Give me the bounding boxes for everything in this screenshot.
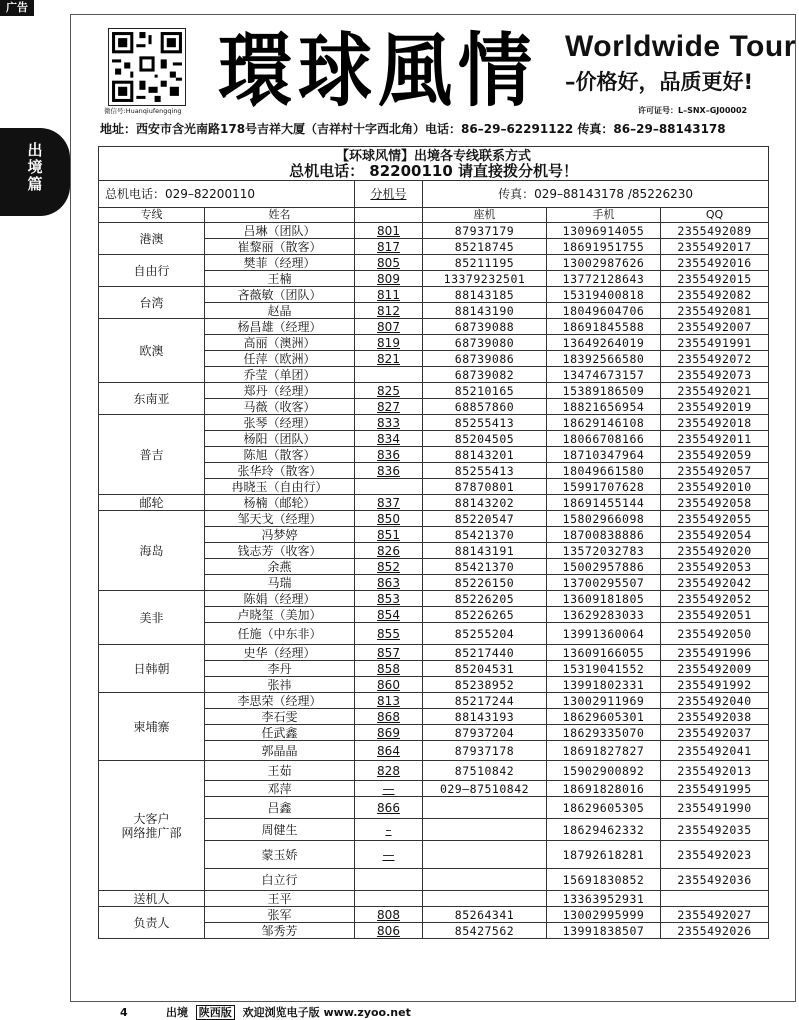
page-footer <box>120 1004 411 1020</box>
tel-cell: 85211195 <box>423 255 547 271</box>
ext-cell: 853 <box>355 591 423 607</box>
name-cell: 余燕 <box>205 559 355 575</box>
tel-cell: 85204531 <box>423 661 547 677</box>
mobile-cell: 13363952931 <box>547 891 661 907</box>
ext-cell: 808 <box>355 907 423 923</box>
tel-cell: 85204505 <box>423 431 547 447</box>
name-cell: 张军 <box>205 907 355 923</box>
table-row <box>99 645 769 661</box>
line-cell: 日韩朝 <box>99 645 205 693</box>
mobile-cell: 18066708166 <box>547 431 661 447</box>
tel-cell <box>423 841 547 869</box>
tel-cell: 68739080 <box>423 335 547 351</box>
table-row <box>99 761 769 781</box>
mobile-cell: 18629605301 <box>547 709 661 725</box>
name-cell: 杨楠（邮轮） <box>205 495 355 511</box>
qq-cell: 2355492036 <box>661 869 769 891</box>
name-cell: 陈娟（经理） <box>205 591 355 607</box>
qq-cell: 2355491990 <box>661 797 769 819</box>
qq-cell: 2355492007 <box>661 319 769 335</box>
name-cell: 张琴（经理） <box>205 415 355 431</box>
line-cell: 自由行 <box>99 255 205 287</box>
qq-cell: 2355492053 <box>661 559 769 575</box>
qq-cell: 2355492082 <box>661 287 769 303</box>
ext-cell: 805 <box>355 255 423 271</box>
name-cell: 赵晶 <box>205 303 355 319</box>
name-cell: 杨昌雄（经理） <box>205 319 355 335</box>
ext-cell <box>355 891 423 907</box>
qq-cell: 2355492009 <box>661 661 769 677</box>
mobile-cell: 13991360064 <box>547 623 661 645</box>
name-cell: 吝薇敏（团队） <box>205 287 355 303</box>
side-tab-char: 篇 <box>27 175 43 193</box>
brand-title: 環球風情 <box>218 25 538 119</box>
table-row <box>99 287 769 303</box>
qr-code-icon <box>108 28 186 106</box>
qq-cell: 2355492073 <box>661 367 769 383</box>
qq-cell: 2355492037 <box>661 725 769 741</box>
ext-cell: 851 <box>355 527 423 543</box>
tel-cell <box>423 819 547 841</box>
tel-cell: 85226150 <box>423 575 547 591</box>
ext-cell: 868 <box>355 709 423 725</box>
tel-cell: 85220547 <box>423 511 547 527</box>
qq-cell: 2355492021 <box>661 383 769 399</box>
ext-cell <box>355 869 423 891</box>
ext-cell: 812 <box>355 303 423 319</box>
name-cell: 邓萍 <box>205 781 355 797</box>
ext-cell: 855 <box>355 623 423 645</box>
address-line: 地址：西安市含光南路178号吉祥大厦（吉祥村十字西北角）电话：86–29–62291122 传真：86–29–88143178 <box>100 122 726 136</box>
line-cell: 美非 <box>99 591 205 645</box>
mobile-cell: 15991707628 <box>547 479 661 495</box>
qq-cell <box>661 891 769 907</box>
tel-cell: 85427562 <box>423 923 547 939</box>
qq-cell: 2355492018 <box>661 415 769 431</box>
line-cell: 港澳 <box>99 223 205 255</box>
name-cell: 任武鑫 <box>205 725 355 741</box>
ext-cell: 834 <box>355 431 423 447</box>
qq-cell: 2355492017 <box>661 239 769 255</box>
ext-cell: 857 <box>355 645 423 661</box>
tel-cell: 85226265 <box>423 607 547 623</box>
qq-cell: 2355492016 <box>661 255 769 271</box>
name-cell: 白立行 <box>205 869 355 891</box>
tel-cell: 87510842 <box>423 761 547 781</box>
tel-cell: 85264341 <box>423 907 547 923</box>
qq-cell: 2355492089 <box>661 223 769 239</box>
table-row <box>99 255 769 271</box>
ext-cell: 813 <box>355 693 423 709</box>
qq-cell: 2355492020 <box>661 543 769 559</box>
name-cell: 任萍（欧洲） <box>205 351 355 367</box>
table-row <box>99 891 769 907</box>
name-cell: 任施（中东非） <box>205 623 355 645</box>
tel-cell: 85255413 <box>423 415 547 431</box>
qq-cell: 2355492013 <box>661 761 769 781</box>
table-row <box>99 591 769 607</box>
ext-cell: 827 <box>355 399 423 415</box>
tel-cell: 88143191 <box>423 543 547 559</box>
ext-cell: 819 <box>355 335 423 351</box>
ext-cell: 825 <box>355 383 423 399</box>
tel-cell: 87870801 <box>423 479 547 495</box>
mobile-cell: 18629146108 <box>547 415 661 431</box>
switchboard-label: 总机电话：029–82200110 <box>99 181 355 208</box>
qq-cell: 2355492023 <box>661 841 769 869</box>
mobile-cell: 13629283033 <box>547 607 661 623</box>
footer-text: 欢迎浏览电子版 www.zyoo.net <box>242 1006 411 1019</box>
mobile-cell: 18049604706 <box>547 303 661 319</box>
qq-cell: 2355491991 <box>661 335 769 351</box>
line-cell: 柬埔寨 <box>99 693 205 761</box>
qq-cell: 2355492059 <box>661 447 769 463</box>
mobile-cell: 13572032783 <box>547 543 661 559</box>
name-cell: 邹天戈（经理） <box>205 511 355 527</box>
name-cell: 张华玲（散客） <box>205 463 355 479</box>
name-cell: 杨阳（团队） <box>205 431 355 447</box>
col-header-name: 姓名 <box>205 208 355 223</box>
mobile-cell: 18691951755 <box>547 239 661 255</box>
tel-cell: 85226205 <box>423 591 547 607</box>
name-cell: 马瑞 <box>205 575 355 591</box>
tel-cell: 88143185 <box>423 287 547 303</box>
mobile-cell: 18629335070 <box>547 725 661 741</box>
ext-cell: 869 <box>355 725 423 741</box>
tel-cell: 85217244 <box>423 693 547 709</box>
wechat-id: 微信号:Huanqiufengqing <box>104 107 182 115</box>
table-title: 【环球风情】出境各专线联系方式 <box>336 148 532 164</box>
table-row <box>99 383 769 399</box>
qq-cell: 2355492058 <box>661 495 769 511</box>
ext-cell: 858 <box>355 661 423 677</box>
name-cell: 周健生 <box>205 819 355 841</box>
ext-cell: – <box>355 819 423 841</box>
switchboard-row <box>99 181 769 208</box>
ext-cell: 807 <box>355 319 423 335</box>
mobile-cell: 18700838886 <box>547 527 661 543</box>
qq-cell: 2355492027 <box>661 907 769 923</box>
line-cell: 台湾 <box>99 287 205 319</box>
name-cell: 陈旭（散客） <box>205 447 355 463</box>
name-cell: 马薇（收客） <box>205 399 355 415</box>
qq-cell: 2355491996 <box>661 645 769 661</box>
name-cell: 高丽（澳洲） <box>205 335 355 351</box>
mobile-cell: 15319041552 <box>547 661 661 677</box>
tel-cell: 87937178 <box>423 741 547 761</box>
mobile-cell: 18691845588 <box>547 319 661 335</box>
name-cell: 卢晓玺（美加） <box>205 607 355 623</box>
tel-cell <box>423 797 547 819</box>
ext-cell <box>355 479 423 495</box>
ext-cell: 866 <box>355 797 423 819</box>
line-cell: 大客户 网络推广部 <box>99 761 205 891</box>
tel-cell: 88143190 <box>423 303 547 319</box>
ext-cell: 864 <box>355 741 423 761</box>
col-header-line: 专线 <box>99 208 205 223</box>
qq-cell: 2355492038 <box>661 709 769 725</box>
mobile-cell: 18629462332 <box>547 819 661 841</box>
qq-cell: 2355492011 <box>661 431 769 447</box>
name-cell: 史华（经理） <box>205 645 355 661</box>
mobile-cell: 13002911969 <box>547 693 661 709</box>
line-cell: 海岛 <box>99 511 205 591</box>
name-cell: 王楠 <box>205 271 355 287</box>
ext-cell: — <box>355 781 423 797</box>
ext-cell: 837 <box>355 495 423 511</box>
ext-cell: 828 <box>355 761 423 781</box>
name-cell: 王平 <box>205 891 355 907</box>
line-cell: 邮轮 <box>99 495 205 511</box>
mobile-cell: 13700295507 <box>547 575 661 591</box>
mobile-cell: 13096914055 <box>547 223 661 239</box>
tel-cell: 85421370 <box>423 559 547 575</box>
ext-cell: 821 <box>355 351 423 367</box>
col-header-qq: QQ <box>661 208 769 223</box>
page-number: 4 <box>120 1006 128 1019</box>
line-cell: 普吉 <box>99 415 205 495</box>
qq-cell: 2355492055 <box>661 511 769 527</box>
tel-cell: 85255204 <box>423 623 547 645</box>
tel-cell: 85210165 <box>423 383 547 399</box>
tel-cell: 029–87510842 <box>423 781 547 797</box>
line-cell: 欧澳 <box>99 319 205 383</box>
tel-cell: 88143201 <box>423 447 547 463</box>
line-cell: 东南亚 <box>99 383 205 415</box>
col-header-ext <box>355 208 423 223</box>
tel-cell: 88143202 <box>423 495 547 511</box>
mobile-cell: 18392566580 <box>547 351 661 367</box>
line-cell: 送机人 <box>99 891 205 907</box>
tel-cell: 87937204 <box>423 725 547 741</box>
side-tab-char: 境 <box>27 158 43 176</box>
tel-cell <box>423 869 547 891</box>
tel-cell: 85238952 <box>423 677 547 693</box>
mobile-cell: 13991802331 <box>547 677 661 693</box>
col-header-mobile: 手机 <box>547 208 661 223</box>
ad-tag: 广告 <box>0 0 34 16</box>
ext-cell: 801 <box>355 223 423 239</box>
tel-cell <box>423 891 547 907</box>
qq-cell: 2355492026 <box>661 923 769 939</box>
mobile-cell: 18710347964 <box>547 447 661 463</box>
qq-cell: 2355492042 <box>661 575 769 591</box>
ext-cell: 836 <box>355 463 423 479</box>
mobile-cell: 18049661580 <box>547 463 661 479</box>
qq-cell: 2355492035 <box>661 819 769 841</box>
column-header-row <box>99 208 769 223</box>
qq-cell: 2355491995 <box>661 781 769 797</box>
col-header-tel: 座机 <box>423 208 547 223</box>
ext-cell <box>355 367 423 383</box>
name-cell: 李石雯 <box>205 709 355 725</box>
name-cell: 郑丹（经理） <box>205 383 355 399</box>
ext-cell: 852 <box>355 559 423 575</box>
contact-table-wrapper <box>98 146 768 939</box>
edition-badge: 陕西版 <box>196 1005 235 1020</box>
ext-cell: 817 <box>355 239 423 255</box>
qq-cell: 2355492040 <box>661 693 769 709</box>
qq-cell: 2355492057 <box>661 463 769 479</box>
tel-cell: 68739086 <box>423 351 547 367</box>
mobile-cell: 15389186509 <box>547 383 661 399</box>
ext-cell: 826 <box>355 543 423 559</box>
tel-cell: 68739088 <box>423 319 547 335</box>
ext-label: 分机号 <box>355 181 423 208</box>
tel-cell: 85255413 <box>423 463 547 479</box>
ext-cell: 863 <box>355 575 423 591</box>
tel-cell: 85217440 <box>423 645 547 661</box>
name-cell: 崔黎丽（散客） <box>205 239 355 255</box>
table-row <box>99 223 769 239</box>
name-cell: 邹秀芳 <box>205 923 355 939</box>
mobile-cell: 15319400818 <box>547 287 661 303</box>
name-cell: 李思荣（经理） <box>205 693 355 709</box>
name-cell: 冉晓玉（自由行） <box>205 479 355 495</box>
mobile-cell: 18691455144 <box>547 495 661 511</box>
qq-cell: 2355492015 <box>661 271 769 287</box>
mobile-cell: 15002957886 <box>547 559 661 575</box>
fax-label: 传真：029–88143178 /85226230 <box>423 181 769 208</box>
qq-cell: 2355492041 <box>661 741 769 761</box>
qq-cell: 2355492052 <box>661 591 769 607</box>
ext-cell: 836 <box>355 447 423 463</box>
tel-cell: 13379232501 <box>423 271 547 287</box>
brand-english-title: Worldwide Tour <box>565 30 796 63</box>
mobile-cell: 15802966098 <box>547 511 661 527</box>
side-tab-char: 出 <box>27 141 43 159</box>
qq-cell: 2355492072 <box>661 351 769 367</box>
ext-cell: 811 <box>355 287 423 303</box>
name-cell: 李丹 <box>205 661 355 677</box>
table-row <box>99 907 769 923</box>
footer-section: 出境 <box>165 1006 188 1019</box>
mobile-cell: 13609181805 <box>547 591 661 607</box>
qq-cell: 2355492081 <box>661 303 769 319</box>
mobile-cell: 18821656954 <box>547 399 661 415</box>
mobile-cell: 13772128643 <box>547 271 661 287</box>
table-title-row <box>99 147 769 181</box>
qq-cell: 2355492050 <box>661 623 769 645</box>
qq-cell: 2355491992 <box>661 677 769 693</box>
name-cell: 王茹 <box>205 761 355 781</box>
table-row <box>99 693 769 709</box>
section-side-tab <box>0 128 70 216</box>
table-row <box>99 495 769 511</box>
mobile-cell: 18792618281 <box>547 841 661 869</box>
tel-cell: 85218745 <box>423 239 547 255</box>
name-cell: 乔莹（单团） <box>205 367 355 383</box>
mobile-cell: 15691830852 <box>547 869 661 891</box>
tel-cell: 88143193 <box>423 709 547 725</box>
line-cell: 负责人 <box>99 907 205 939</box>
qq-cell: 2355492054 <box>661 527 769 543</box>
mobile-cell: 18691827827 <box>547 741 661 761</box>
table-row <box>99 415 769 431</box>
ext-cell: 850 <box>355 511 423 527</box>
ext-cell: 806 <box>355 923 423 939</box>
table-row <box>99 319 769 335</box>
qq-cell: 2355492010 <box>661 479 769 495</box>
ext-cell: 809 <box>355 271 423 287</box>
name-cell: 郭晶晶 <box>205 741 355 761</box>
mobile-cell: 13991838507 <box>547 923 661 939</box>
table-subtitle: 总机电话： 82200110 请直接拨分机号！ <box>289 161 579 180</box>
qq-cell: 2355492051 <box>661 607 769 623</box>
mobile-cell: 13609166055 <box>547 645 661 661</box>
license-number: 许可证号：L–SNX–GJ00002 <box>638 106 748 115</box>
name-cell: 钱志芳（收客） <box>205 543 355 559</box>
table-row <box>99 511 769 527</box>
mobile-cell: 13649264019 <box>547 335 661 351</box>
name-cell: 蒙玉娇 <box>205 841 355 869</box>
ext-cell: 860 <box>355 677 423 693</box>
name-cell: 吕鑫 <box>205 797 355 819</box>
name-cell: 冯梦婷 <box>205 527 355 543</box>
ext-cell: 833 <box>355 415 423 431</box>
mobile-cell: 18691828016 <box>547 781 661 797</box>
tel-cell: 68739082 <box>423 367 547 383</box>
name-cell: 吕琳（团队） <box>205 223 355 239</box>
mobile-cell: 13474673157 <box>547 367 661 383</box>
contact-table <box>98 146 769 939</box>
mobile-cell: 13002987626 <box>547 255 661 271</box>
tel-cell: 85421370 <box>423 527 547 543</box>
mobile-cell: 15902900892 <box>547 761 661 781</box>
slogan: –价格好，品质更好! <box>565 70 754 94</box>
tel-cell: 68857860 <box>423 399 547 415</box>
mobile-cell: 18629605305 <box>547 797 661 819</box>
ext-cell: — <box>355 841 423 869</box>
tel-cell: 87937179 <box>423 223 547 239</box>
name-cell: 樊菲（经理） <box>205 255 355 271</box>
ext-cell: 854 <box>355 607 423 623</box>
name-cell: 张祎 <box>205 677 355 693</box>
qq-cell: 2355492019 <box>661 399 769 415</box>
mobile-cell: 13002995999 <box>547 907 661 923</box>
